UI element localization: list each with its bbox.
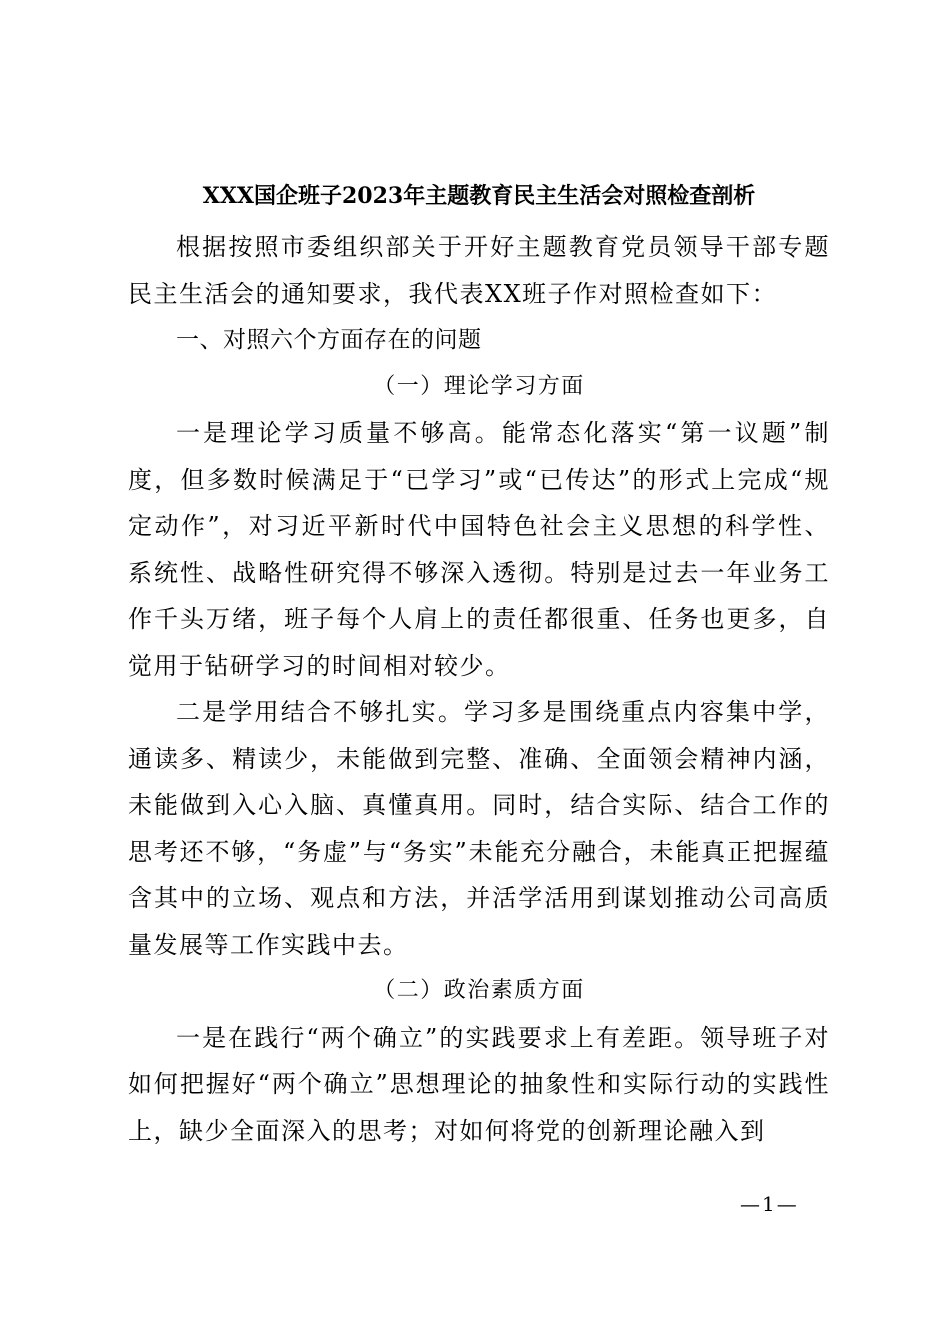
section-heading-problems: 一、对照六个方面存在的问题 bbox=[176, 327, 482, 353]
subsection-heading-theory-study: （一）理论学习方面 bbox=[373, 373, 585, 399]
document-body bbox=[128, 180, 830, 1154]
page-number: —1— bbox=[740, 1192, 799, 1216]
paragraph-two-establishments: 一是在践行“两个确立”的实践要求上有差距。领导班子对如何把握好“两个确立”思想理论的抽象性和实际行动的实践性上，缺少全面深入的思考；对如何将党的创新理论融入到 bbox=[128, 1023, 830, 1145]
paragraph-study-application: 二是学用结合不够扎实。学习多是围绕重点内容集中学，通读多、精读少，未能做到完整、准确、全面领会精神内涵，未能做到入心入脑、真懂真用。同时，结合实际、结合工作的思考还不够，“务虚”与“务实”未能充分融合，未能真正把握蕴含其中的立场、观点和方法，并活学活用到谋划推动公司高质量发展等工作实践中去。 bbox=[128, 698, 830, 959]
paragraph-study-quality: 一是理论学习质量不够高。能常态化落实“第一议题”制度，但多数时候满足于“已学习”或“已传达”的形式上完成“规定动作”，对习近平新时代中国特色社会主义思想的科学性、系统性、战略性研究得不够深入透彻。特别是过去一年业务工作千头万绪，班子每个人肩上的责任都很重、任务也更多，自觉用于钻研学习的时间相对较少。 bbox=[128, 419, 830, 680]
intro-paragraph: 根据按照市委组织部关于开好主题教育党员领导干部专题民主生活会的通知要求，我代表XX班子作对照检查如下： bbox=[128, 233, 830, 308]
document-title: XXX国企班子2023年主题教育民主生活会对照检查剖析 bbox=[202, 183, 756, 209]
subsection-heading-political-quality: （二）政治素质方面 bbox=[373, 978, 585, 1003]
